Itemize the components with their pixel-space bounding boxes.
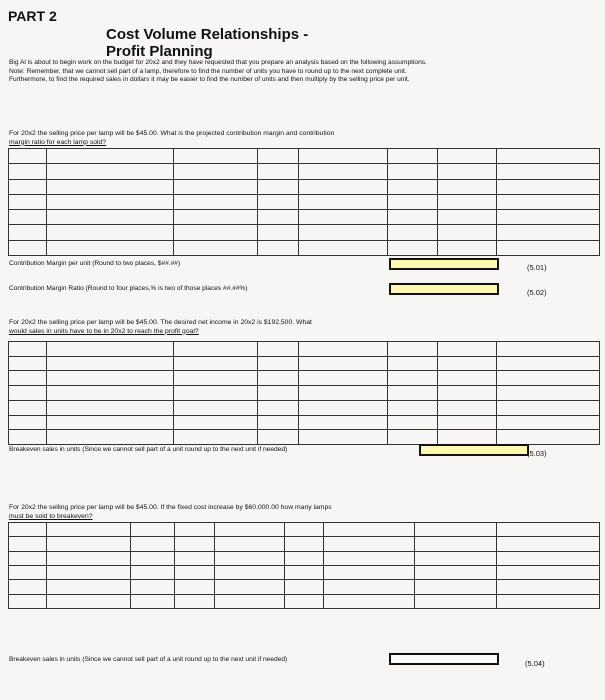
grid-cell[interactable]: [285, 580, 323, 594]
grid-cell[interactable]: [9, 415, 47, 430]
grid-cell[interactable]: [47, 194, 174, 209]
grid-cell[interactable]: [438, 179, 496, 194]
intro-block: [9, 59, 439, 85]
grid-cell[interactable]: [496, 356, 599, 371]
grid-cell[interactable]: [258, 371, 298, 386]
grid-cell[interactable]: [175, 523, 215, 537]
answer-input-5-01[interactable]: [389, 258, 499, 270]
grid-cell[interactable]: [298, 356, 388, 371]
grid-cell[interactable]: [285, 594, 323, 608]
grid-cell[interactable]: [258, 386, 298, 401]
grid-cell[interactable]: [388, 415, 438, 430]
grid-cell[interactable]: [438, 400, 496, 415]
grid-cell[interactable]: [174, 194, 258, 209]
worksheet-grid-1[interactable]: [8, 148, 600, 256]
grid-row: [9, 415, 600, 430]
part-heading: PART 2: [8, 8, 57, 24]
grid-row: [9, 594, 600, 608]
grid-cell[interactable]: [9, 194, 47, 209]
grid-cell[interactable]: [298, 179, 388, 194]
grid-cell[interactable]: [298, 400, 388, 415]
grid-row: [9, 194, 600, 209]
grid-row: [9, 356, 600, 371]
grid-cell[interactable]: [9, 164, 47, 179]
question-1-text: For 20x2 the selling price per lamp will be $45.00. What is the projected contribution margin and contribution: [9, 130, 335, 137]
answer-label-5-01: Contribution Margin per unit (Round to two places, $##.##): [9, 260, 181, 267]
grid-cell[interactable]: [388, 179, 438, 194]
grid-cell[interactable]: [130, 523, 174, 537]
grid-cell[interactable]: [47, 342, 174, 357]
grid-row: [9, 430, 600, 445]
grid-cell[interactable]: [298, 371, 388, 386]
grid-cell[interactable]: [47, 164, 174, 179]
grid-cell[interactable]: [388, 194, 438, 209]
grid-cell[interactable]: [9, 430, 47, 445]
grid-cell[interactable]: [285, 537, 323, 551]
grid-row: [9, 580, 600, 594]
grid-cell[interactable]: [47, 594, 131, 608]
grid-cell[interactable]: [47, 580, 131, 594]
grid-cell[interactable]: [130, 580, 174, 594]
grid-cell[interactable]: [438, 194, 496, 209]
grid-cell[interactable]: [388, 210, 438, 225]
grid-cell[interactable]: [9, 240, 47, 255]
grid-cell[interactable]: [175, 580, 215, 594]
grid-cell[interactable]: [438, 430, 496, 445]
grid-cell[interactable]: [496, 400, 599, 415]
grid-cell[interactable]: [258, 164, 298, 179]
grid-cell[interactable]: [9, 537, 47, 551]
grid-cell[interactable]: [258, 342, 298, 357]
grid-cell[interactable]: [174, 240, 258, 255]
grid-cell[interactable]: [47, 551, 131, 565]
grid-cell[interactable]: [298, 415, 388, 430]
grid-cell[interactable]: [47, 356, 174, 371]
grid-cell[interactable]: [438, 415, 496, 430]
grid-cell[interactable]: [174, 430, 258, 445]
grid-cell[interactable]: [415, 565, 497, 579]
answer-ref-5-04: (5.04): [525, 659, 545, 668]
grid-cell[interactable]: [388, 225, 438, 240]
grid-cell[interactable]: [174, 342, 258, 357]
grid-cell[interactable]: [47, 210, 174, 225]
intro-text: Big Al is about to begin work on the budget for 20x2 and they have requested that you prepare an analysis based on the following assumptions.: [9, 59, 427, 66]
grid-row: [9, 523, 600, 537]
grid-cell[interactable]: [438, 225, 496, 240]
answer-ref-5-01: (5.01): [527, 263, 547, 272]
grid-cell[interactable]: [258, 149, 298, 164]
grid-cell[interactable]: [496, 194, 599, 209]
grid-row: [9, 225, 600, 240]
grid-cell[interactable]: [496, 240, 599, 255]
grid-cell[interactable]: [438, 371, 496, 386]
grid-row: [9, 149, 600, 164]
note-text: Note: Remember, that we cannot sell part of a lamp, therefore to find the number of units you have to round up to the next complete unit. Furthermore, to find the required sales in dollars it may be easier to find the number of units and then multiply by the selling price per unit.: [9, 67, 410, 84]
grid-cell[interactable]: [388, 356, 438, 371]
grid-cell[interactable]: [298, 149, 388, 164]
grid-cell[interactable]: [47, 240, 174, 255]
grid-cell[interactable]: [175, 594, 215, 608]
grid-cell[interactable]: [9, 210, 47, 225]
grid-cell[interactable]: [298, 240, 388, 255]
grid-cell[interactable]: [496, 565, 599, 579]
grid-cell[interactable]: [415, 580, 497, 594]
grid-cell[interactable]: [438, 149, 496, 164]
grid-cell[interactable]: [258, 415, 298, 430]
grid-cell[interactable]: [496, 523, 599, 537]
grid-cell[interactable]: [438, 386, 496, 401]
grid-cell[interactable]: [47, 415, 174, 430]
grid-row: [9, 551, 600, 565]
answer-input-5-02[interactable]: [389, 283, 499, 295]
grid-row: [9, 400, 600, 415]
grid-row: [9, 179, 600, 194]
grid-cell[interactable]: [323, 551, 414, 565]
grid-cell[interactable]: [9, 580, 47, 594]
answer-input-5-04[interactable]: [389, 653, 499, 665]
grid-cell[interactable]: [415, 537, 497, 551]
grid-cell[interactable]: [47, 225, 174, 240]
grid-cell[interactable]: [388, 400, 438, 415]
grid-cell[interactable]: [174, 356, 258, 371]
question-3-underlined: must be sold to breakeven?: [9, 512, 93, 520]
grid-cell[interactable]: [258, 225, 298, 240]
grid-cell[interactable]: [47, 430, 174, 445]
grid-cell[interactable]: [388, 430, 438, 445]
grid-cell[interactable]: [258, 240, 298, 255]
question-1: [9, 130, 429, 147]
grid-cell[interactable]: [215, 551, 285, 565]
grid-cell[interactable]: [258, 356, 298, 371]
grid-cell[interactable]: [298, 210, 388, 225]
grid-cell[interactable]: [323, 594, 414, 608]
grid-cell[interactable]: [298, 386, 388, 401]
grid-cell[interactable]: [47, 149, 174, 164]
grid-cell[interactable]: [215, 523, 285, 537]
grid-cell[interactable]: [388, 371, 438, 386]
grid-row: [9, 386, 600, 401]
answer-label-5-03: Breakeven sales in units (Since we cannot sell part of a unit round up to the next unit if needed): [9, 446, 288, 453]
grid-cell[interactable]: [323, 580, 414, 594]
grid-cell[interactable]: [496, 179, 599, 194]
grid-cell[interactable]: [130, 594, 174, 608]
grid-row: [9, 342, 600, 357]
grid-cell[interactable]: [174, 371, 258, 386]
grid-cell[interactable]: [47, 371, 174, 386]
grid-cell[interactable]: [258, 400, 298, 415]
grid-cell[interactable]: [388, 149, 438, 164]
grid-cell[interactable]: [258, 210, 298, 225]
question-3: [9, 504, 429, 521]
grid-cell[interactable]: [9, 149, 47, 164]
grid-cell[interactable]: [174, 164, 258, 179]
grid-cell[interactable]: [9, 371, 47, 386]
grid-cell[interactable]: [496, 164, 599, 179]
grid-cell[interactable]: [496, 551, 599, 565]
grid-cell[interactable]: [130, 551, 174, 565]
grid-cell[interactable]: [9, 551, 47, 565]
grid-cell[interactable]: [285, 523, 323, 537]
grid-cell[interactable]: [285, 565, 323, 579]
grid-row: [9, 240, 600, 255]
grid-cell[interactable]: [9, 225, 47, 240]
grid-cell[interactable]: [9, 386, 47, 401]
grid-cell[interactable]: [496, 210, 599, 225]
grid-cell[interactable]: [47, 400, 174, 415]
grid-cell[interactable]: [388, 342, 438, 357]
answer-label-5-04: Breakeven sales in units (Since we cannot sell part of a unit round up to the next unit if needed): [9, 656, 288, 663]
grid-cell[interactable]: [415, 523, 497, 537]
grid-cell[interactable]: [174, 225, 258, 240]
question-1-underlined: margin ratio for each lamp sold?: [9, 138, 107, 146]
grid-cell[interactable]: [298, 430, 388, 445]
answer-ref-5-02: (5.02): [527, 288, 547, 297]
answer-input-5-03[interactable]: [419, 444, 529, 456]
grid-cell[interactable]: [9, 565, 47, 579]
grid-cell[interactable]: [496, 580, 599, 594]
grid-cell[interactable]: [174, 149, 258, 164]
grid-cell[interactable]: [415, 594, 497, 608]
grid-cell[interactable]: [496, 371, 599, 386]
grid-cell[interactable]: [47, 179, 174, 194]
grid-cell[interactable]: [130, 537, 174, 551]
grid-cell[interactable]: [496, 415, 599, 430]
grid-cell[interactable]: [388, 240, 438, 255]
grid-cell[interactable]: [298, 225, 388, 240]
grid-cell[interactable]: [215, 580, 285, 594]
grid-row: [9, 565, 600, 579]
grid-cell[interactable]: [9, 400, 47, 415]
grid-cell[interactable]: [323, 523, 414, 537]
grid-cell[interactable]: [174, 210, 258, 225]
worksheet-grid-3[interactable]: [8, 522, 600, 609]
grid-cell[interactable]: [298, 194, 388, 209]
worksheet-grid-2[interactable]: [8, 341, 600, 445]
grid-cell[interactable]: [496, 537, 599, 551]
grid-cell[interactable]: [496, 386, 599, 401]
grid-cell[interactable]: [298, 342, 388, 357]
grid-cell[interactable]: [496, 149, 599, 164]
grid-row: [9, 210, 600, 225]
grid-cell[interactable]: [438, 342, 496, 357]
question-2-text: For 20x2 the selling price per lamp will be $45.00. The desired net income in 20x2 is $192,500. What: [9, 319, 312, 326]
grid-cell[interactable]: [496, 594, 599, 608]
grid-cell[interactable]: [175, 551, 215, 565]
grid-cell[interactable]: [438, 210, 496, 225]
grid-cell[interactable]: [496, 430, 599, 445]
grid-cell[interactable]: [215, 594, 285, 608]
grid-cell[interactable]: [298, 164, 388, 179]
grid-cell[interactable]: [174, 179, 258, 194]
grid-cell[interactable]: [438, 356, 496, 371]
grid-cell[interactable]: [174, 386, 258, 401]
grid-cell[interactable]: [47, 565, 131, 579]
answer-label-5-02: Contribution Margin Ratio (Round to four places,% is two of those places ##.##%): [9, 285, 248, 292]
grid-row: [9, 371, 600, 386]
grid-cell[interactable]: [9, 356, 47, 371]
grid-cell[interactable]: [174, 415, 258, 430]
grid-row: [9, 164, 600, 179]
grid-cell[interactable]: [258, 194, 298, 209]
grid-cell[interactable]: [47, 386, 174, 401]
grid-cell[interactable]: [9, 179, 47, 194]
page-title-line1: Cost Volume Relationships -: [106, 26, 309, 43]
grid-cell[interactable]: [415, 551, 497, 565]
grid-cell[interactable]: [258, 179, 298, 194]
grid-cell[interactable]: [130, 565, 174, 579]
grid-cell[interactable]: [388, 386, 438, 401]
grid-cell[interactable]: [323, 537, 414, 551]
grid-cell[interactable]: [9, 342, 47, 357]
question-3-text: For 20x2 the selling price per lamp will be $45.00. If the fixed cost increase by $60,000.00 how many lamps: [9, 504, 332, 511]
grid-cell[interactable]: [175, 537, 215, 551]
grid-cell[interactable]: [496, 342, 599, 357]
grid-row: [9, 537, 600, 551]
grid-cell[interactable]: [47, 523, 131, 537]
grid-cell[interactable]: [438, 240, 496, 255]
grid-cell[interactable]: [388, 164, 438, 179]
grid-cell[interactable]: [285, 551, 323, 565]
grid-cell[interactable]: [47, 537, 131, 551]
grid-cell[interactable]: [258, 430, 298, 445]
grid-cell[interactable]: [496, 225, 599, 240]
question-2: [9, 319, 399, 336]
grid-cell[interactable]: [175, 565, 215, 579]
grid-cell[interactable]: [215, 565, 285, 579]
question-2-underlined: would sales in units have to be in 20x2 to reach the profit goal?: [9, 327, 199, 335]
grid-cell[interactable]: [438, 164, 496, 179]
grid-cell[interactable]: [174, 400, 258, 415]
grid-cell[interactable]: [9, 594, 47, 608]
answer-ref-5-03: (5.03): [527, 449, 547, 458]
grid-cell[interactable]: [215, 537, 285, 551]
grid-cell[interactable]: [323, 565, 414, 579]
page-title-line2: Profit Planning: [106, 43, 213, 60]
grid-cell[interactable]: [9, 523, 47, 537]
